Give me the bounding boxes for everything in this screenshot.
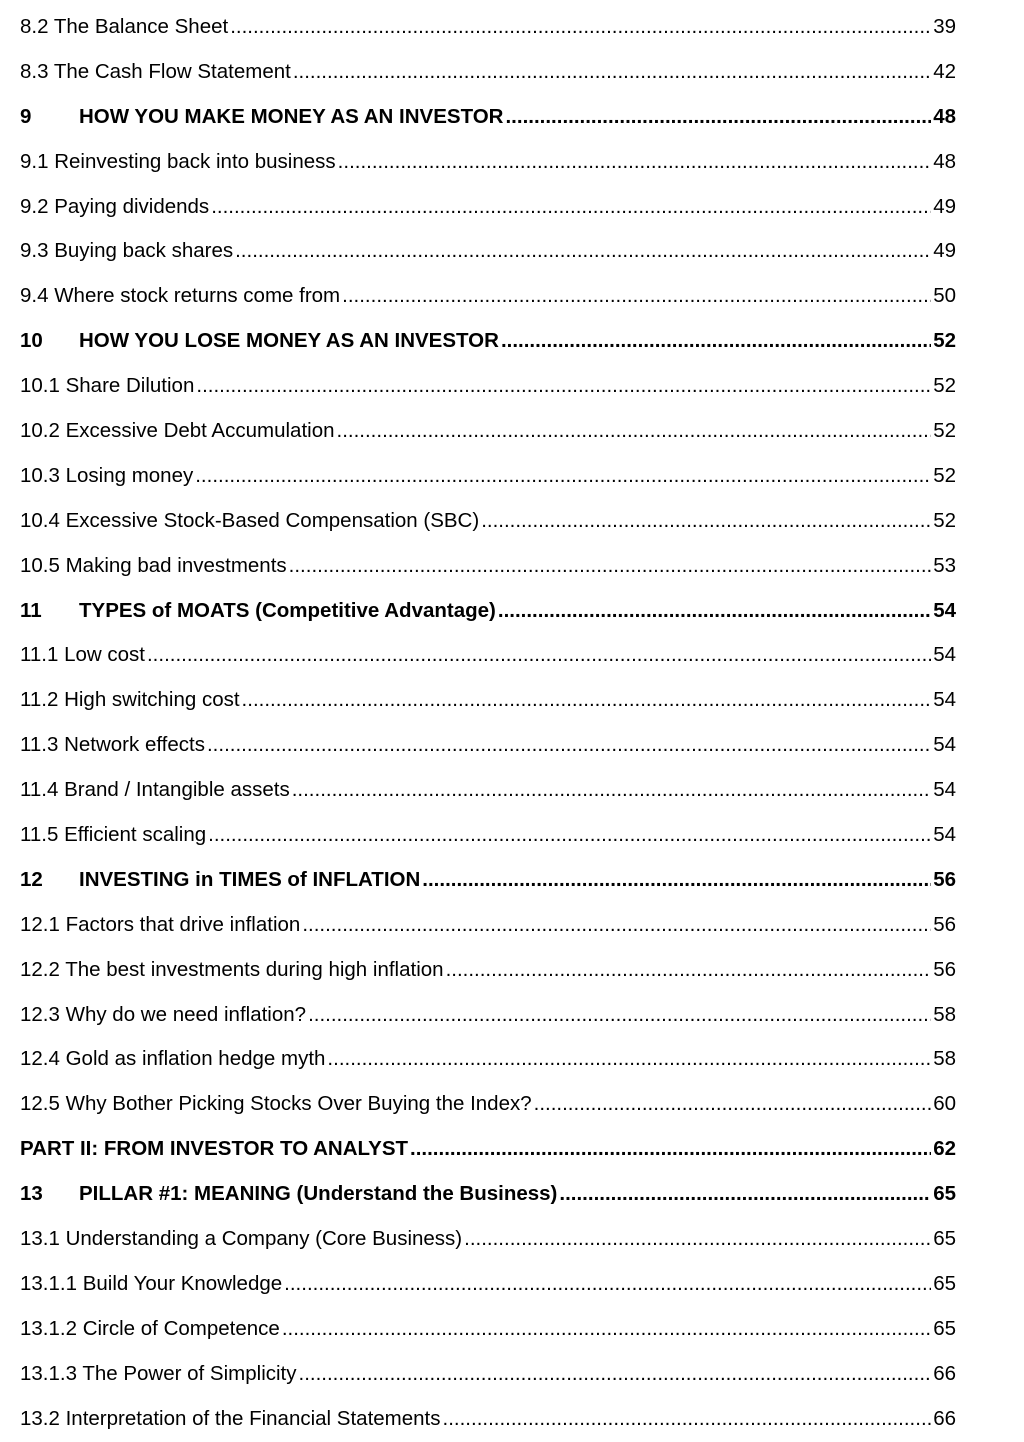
toc-page-number: 60	[933, 1092, 956, 1116]
dot-leader	[208, 813, 931, 858]
toc-page-number: 52	[933, 508, 956, 532]
toc-section-entry[interactable]	[20, 1262, 956, 1307]
dot-leader	[242, 678, 932, 723]
dot-leader	[505, 95, 931, 140]
dot-leader	[410, 1127, 931, 1172]
toc-section-entry[interactable]	[20, 1307, 956, 1352]
toc-page-number: 49	[933, 194, 956, 218]
toc-chapter-entry[interactable]	[20, 589, 956, 634]
dot-leader	[282, 1307, 931, 1352]
toc-entry-title: 12.1 Factors that drive inflation	[20, 912, 301, 936]
toc-entry-title: 9.1 Reinvesting back into business	[20, 149, 336, 173]
toc-entry-title: 11.3 Network effects	[20, 733, 205, 757]
toc-page-number: 56	[933, 867, 956, 891]
toc-entry-number: 12	[20, 867, 43, 891]
toc-page-number: 58	[933, 1002, 956, 1026]
dot-leader	[327, 1037, 931, 1082]
dot-leader	[195, 454, 931, 499]
toc-page-number: 52	[933, 329, 956, 353]
toc-entry-title: INVESTING in TIMES of INFLATION	[79, 867, 421, 891]
dot-leader	[289, 544, 932, 589]
toc-section-entry[interactable]	[20, 364, 956, 409]
dot-leader	[284, 1262, 931, 1307]
toc-entry-title: 13.1.3 The Power of Simplicity	[20, 1361, 297, 1385]
toc-page-number: 66	[933, 1406, 956, 1430]
dot-leader	[342, 274, 931, 319]
toc-chapter-entry[interactable]	[20, 858, 956, 903]
toc-page-number: 65	[933, 1316, 956, 1340]
toc-entry-title: HOW YOU MAKE MONEY AS AN INVESTOR	[79, 104, 504, 128]
toc-section-entry[interactable]	[20, 5, 956, 50]
toc-section-entry[interactable]	[20, 1217, 956, 1262]
toc-entry-title: 13.1 Understanding a Company (Core Business)	[20, 1227, 463, 1251]
dot-leader	[147, 633, 931, 678]
toc-page-number: 52	[933, 374, 956, 398]
toc-entry-title: 8.3 The Cash Flow Statement	[20, 59, 291, 83]
toc-entry-title: PILLAR #1: MEANING (Understand the Business)	[79, 1182, 558, 1206]
toc-entry-title: 12.3 Why do we need inflation?	[20, 1002, 307, 1026]
toc-entry-title: 13.1.1 Build Your Knowledge	[20, 1271, 283, 1295]
dot-leader	[559, 1172, 931, 1217]
toc-page-number: 52	[933, 419, 956, 443]
toc-entry-number: 11	[20, 598, 42, 622]
toc-entry-title: 10.3 Losing money	[20, 463, 194, 487]
toc-section-entry[interactable]	[20, 140, 956, 185]
toc-page-number: 42	[933, 59, 956, 83]
dot-leader	[338, 140, 932, 185]
toc-section-entry[interactable]	[20, 993, 956, 1038]
toc-entry-title: PART II: FROM INVESTOR TO ANALYST	[20, 1137, 409, 1161]
toc-chapter-entry[interactable]	[20, 95, 956, 140]
toc-entry-title: 13.2 Interpretation of the Financial Statements	[20, 1406, 441, 1430]
toc-page-number: 54	[933, 778, 956, 802]
dot-leader	[481, 499, 931, 544]
dot-leader	[230, 5, 931, 50]
toc-section-entry[interactable]	[20, 768, 956, 813]
toc-page-number: 54	[933, 643, 956, 667]
toc-page-number: 54	[933, 598, 956, 622]
toc-section-entry[interactable]	[20, 50, 956, 95]
toc-section-entry[interactable]	[20, 723, 956, 768]
toc-section-entry[interactable]	[20, 678, 956, 723]
toc-entry-title: 9.3 Buying back shares	[20, 239, 234, 263]
toc-chapter-entry[interactable]	[20, 1127, 956, 1172]
toc-section-entry[interactable]	[20, 499, 956, 544]
toc-section-entry[interactable]	[20, 633, 956, 678]
dot-leader	[534, 1082, 932, 1127]
toc-entry-title: TYPES of MOATS (Competitive Advantage)	[79, 598, 496, 622]
dot-leader	[422, 858, 931, 903]
dot-leader	[501, 319, 931, 364]
dot-leader	[292, 768, 931, 813]
toc-page-number: 65	[933, 1182, 956, 1206]
toc-section-entry[interactable]	[20, 1082, 956, 1127]
toc-section-entry[interactable]	[20, 544, 956, 589]
toc-entry-title: 12.2 The best investments during high inflation	[20, 957, 444, 981]
toc-entry-title: 9.4 Where stock returns come from	[20, 284, 341, 308]
toc-entry-title: 12.5 Why Bother Picking Stocks Over Buying the Index?	[20, 1092, 532, 1116]
toc-page-number: 48	[933, 149, 956, 173]
toc-page-number: 65	[933, 1271, 956, 1295]
toc-entry-title: 12.4 Gold as inflation hedge myth	[20, 1047, 326, 1071]
toc-page-number: 48	[933, 104, 956, 128]
toc-entry-title: 13.1.2 Circle of Competence	[20, 1316, 280, 1340]
toc-entry-title: 8.2 The Balance Sheet	[20, 15, 229, 38]
toc-chapter-entry[interactable]	[20, 319, 956, 364]
dot-leader	[443, 1397, 932, 1442]
dot-leader	[308, 993, 931, 1038]
toc-section-entry[interactable]	[20, 1037, 956, 1082]
toc-page-number: 56	[933, 957, 956, 981]
toc-page-number: 52	[933, 463, 956, 487]
dot-leader	[498, 589, 931, 634]
toc-page-number: 54	[933, 688, 956, 712]
toc-chapter-entry[interactable]	[20, 1172, 956, 1217]
toc-section-entry[interactable]	[20, 409, 956, 454]
toc-entry-title: 11.4 Brand / Intangible assets	[20, 778, 290, 802]
toc-section-entry[interactable]	[20, 903, 956, 948]
dot-leader	[299, 1352, 932, 1397]
toc-entry-number: 9	[20, 104, 32, 128]
toc-page-number: 39	[933, 15, 956, 38]
dot-leader	[235, 229, 931, 274]
toc-page-number: 66	[933, 1361, 956, 1385]
dot-leader	[337, 409, 932, 454]
dot-leader	[302, 903, 931, 948]
dot-leader	[211, 185, 931, 230]
toc-entry-title: 9.2 Paying dividends	[20, 194, 210, 218]
toc-page-number: 49	[933, 239, 956, 263]
toc-entry-title: 10.2 Excessive Debt Accumulation	[20, 419, 335, 443]
toc-page-number: 54	[933, 823, 956, 847]
dot-leader	[293, 50, 931, 95]
toc-section-entry[interactable]	[20, 948, 956, 993]
toc-section-entry[interactable]	[20, 454, 956, 499]
table-of-contents	[20, 5, 956, 1442]
toc-entry-title: 11.1 Low cost	[20, 643, 145, 667]
toc-page-number: 62	[933, 1137, 956, 1161]
toc-section-entry[interactable]	[20, 229, 956, 274]
toc-entry-title: 10.4 Excessive Stock-Based Compensation (SBC)	[20, 508, 480, 532]
dot-leader	[207, 723, 931, 768]
toc-section-entry[interactable]	[20, 1352, 956, 1397]
toc-entry-title: 11.2 High switching cost	[20, 688, 240, 712]
toc-section-entry[interactable]	[20, 274, 956, 319]
toc-section-entry[interactable]	[20, 1397, 956, 1442]
toc-page-number: 54	[933, 733, 956, 757]
toc-page-number: 58	[933, 1047, 956, 1071]
toc-entry-title: 10.1 Share Dilution	[20, 374, 195, 398]
toc-entry-title: 10.5 Making bad investments	[20, 553, 287, 577]
toc-entry-number: 13	[20, 1182, 43, 1206]
toc-page-number: 50	[933, 284, 956, 308]
toc-page-number: 53	[933, 553, 956, 577]
dot-leader	[196, 364, 931, 409]
toc-page-number: 65	[933, 1227, 956, 1251]
dot-leader	[464, 1217, 931, 1262]
toc-entry-number: 10	[20, 329, 43, 353]
toc-section-entry[interactable]	[20, 185, 956, 230]
toc-entry-title: 11.5 Efficient scaling	[20, 823, 207, 847]
dot-leader	[446, 948, 932, 993]
toc-section-entry[interactable]	[20, 813, 956, 858]
toc-page-number: 56	[933, 912, 956, 936]
toc-entry-title: HOW YOU LOSE MONEY AS AN INVESTOR	[79, 329, 499, 353]
